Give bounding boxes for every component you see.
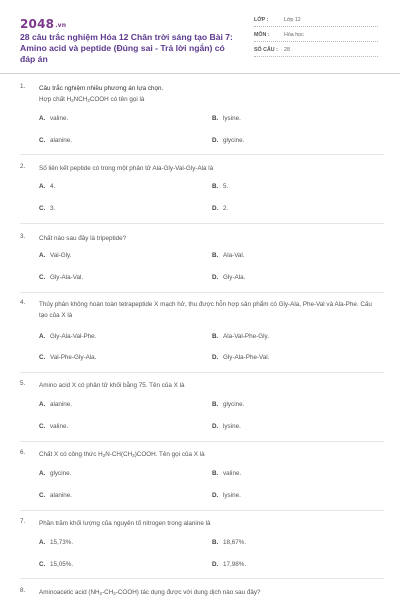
question-text: Thủy phân không hoàn toàn tetrapeptide X mạch hở, thu được hỗn hợp sản phẩm có Gly-Ala, Phe-Val và Ala-Phe. Cấu tạo của X là [39, 301, 372, 319]
question-text: Phần trăm khối lượng của nguyên tố nitrogen trong alanine là [39, 520, 211, 527]
question-text: Amino acid X có phân tử khối bằng 75. Tên của X là [39, 382, 185, 389]
question-divider [20, 510, 384, 511]
question-text: Số liên kết peptide có trong một phân tử Ala-Gly-Val-Gly-Ala là [39, 165, 214, 172]
meta-subject-value: Hóa học [284, 32, 304, 38]
question-intro: Câu trắc nghiệm nhiều phương án lựa chọn. [39, 85, 164, 92]
question-text: Chất X có công thức $H_2N-CH(CH_3)COOH$. Tên gọi của X là [39, 451, 205, 458]
logo-suffix: .vn [55, 22, 67, 29]
meta-count-value: 28 [284, 47, 290, 53]
question-text: Aminoacetic acid $(NH_2-CH_2-COOH)$ tác dụng được với dung dịch nào sau đây? [39, 589, 261, 596]
meta-divider [254, 56, 378, 57]
question-divider [20, 441, 384, 442]
meta-divider [254, 41, 378, 42]
question-number: 3. [20, 233, 26, 240]
question-divider [20, 154, 384, 155]
question-number: 8. [20, 587, 26, 594]
meta-grade-value: Lớp 12 [284, 17, 301, 23]
question-divider [20, 292, 384, 293]
meta-count-key: SỐ CÂU : [254, 47, 278, 53]
meta-divider [254, 26, 378, 27]
document-title: 28 câu trắc nghiệm Hóa 12 Chân trời sáng tạo Bài 7: Amino acid và peptide (Đúng sai - Trả lời ngắn) có đáp án [20, 32, 233, 64]
question-divider [20, 223, 384, 224]
question-number: 1. [20, 83, 26, 90]
question-number: 7. [20, 518, 26, 525]
meta-subject-key: MÔN : [254, 32, 270, 38]
question-divider [20, 372, 384, 373]
question-number: 2. [20, 163, 26, 170]
site-logo[interactable] [20, 17, 66, 31]
question-text: Chất nào sau đây là tripeptide? [39, 235, 127, 242]
question-number: 6. [20, 449, 26, 456]
page-header [0, 0, 400, 74]
meta-grade-key: LỚP : [254, 17, 269, 23]
question-number: 4. [20, 299, 26, 306]
question-divider [20, 578, 384, 579]
question-text: Hợp chất $H_2NCH_2COOH$ có tên gọi là [39, 96, 145, 103]
logo-text: 2048 [20, 17, 55, 31]
question-number: 5. [20, 380, 26, 387]
